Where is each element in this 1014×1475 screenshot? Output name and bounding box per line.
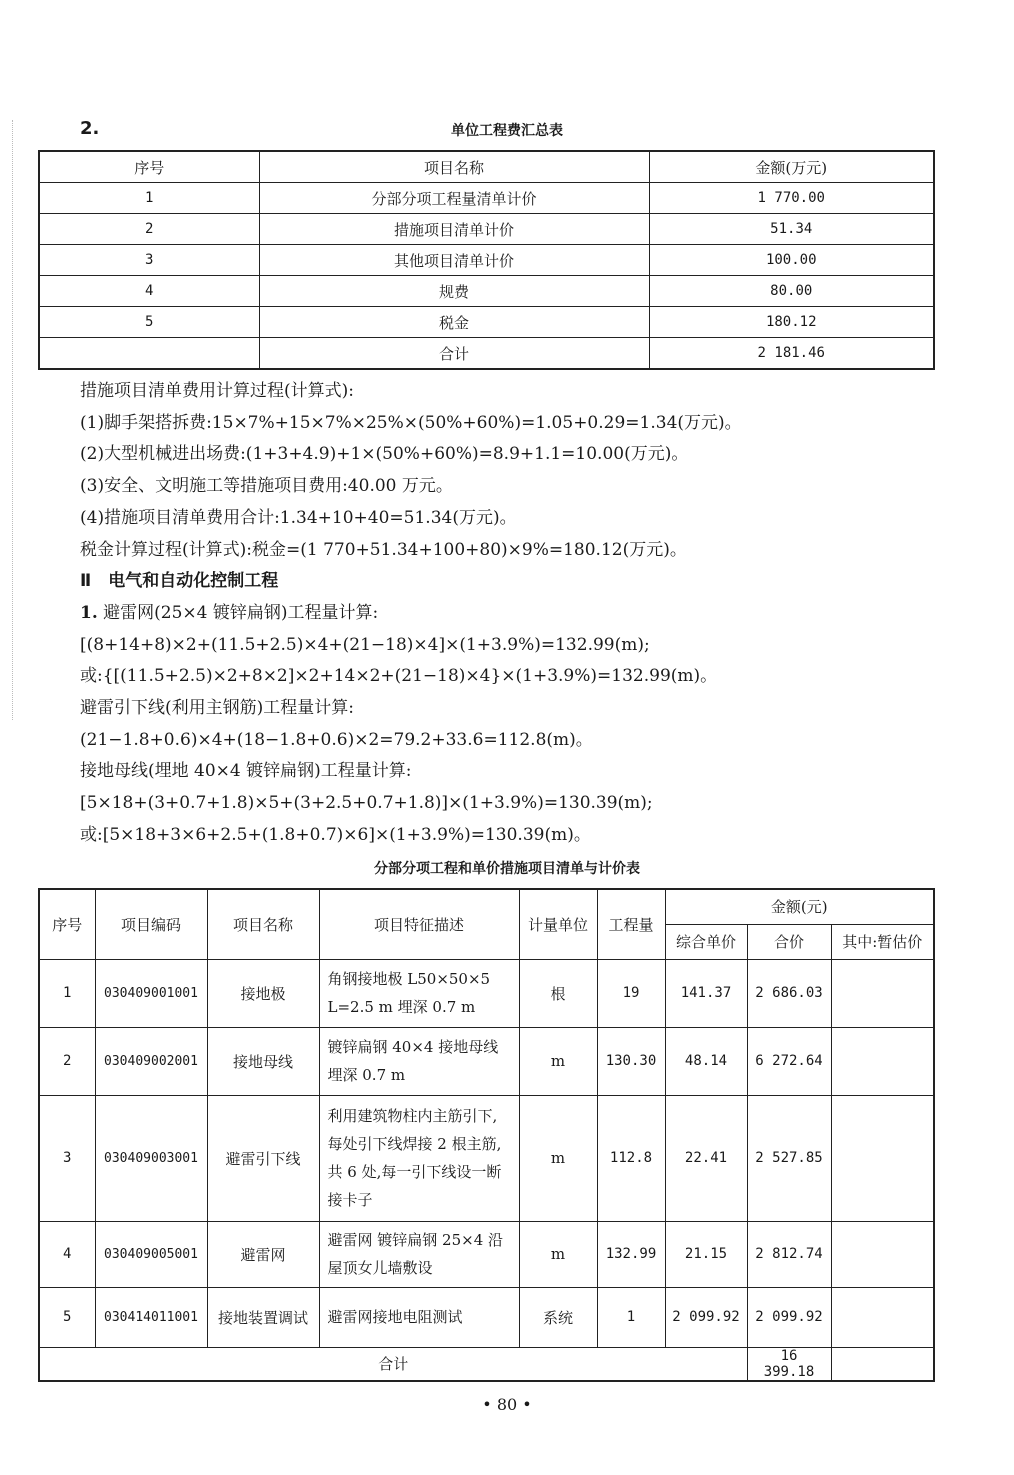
cell-seq: 3 <box>39 1095 95 1221</box>
header-qty: 工程量 <box>597 889 665 959</box>
cell-qty: 112.8 <box>597 1095 665 1221</box>
cell-amount: 100.00 <box>649 245 934 276</box>
total-value: 16 399.18 <box>747 1347 831 1381</box>
table-row <box>39 183 934 214</box>
cell-amount: 80.00 <box>649 276 934 307</box>
cell-unit: 系统 <box>519 1287 597 1347</box>
cell-item-name: 税金 <box>259 307 649 338</box>
cell-desc: 角钢接地极 L50×50×5 L=2.5 m 埋深 0.7 m <box>319 959 519 1027</box>
cell-total: 2 686.03 <box>747 959 831 1027</box>
header-code: 项目编码 <box>95 889 207 959</box>
total-label: 合计 <box>259 338 649 370</box>
cell-qty: 1 <box>597 1287 665 1347</box>
cell-seq: 5 <box>39 1287 95 1347</box>
cell-name: 接地装置调试 <box>207 1287 319 1347</box>
table-total-row <box>39 1347 934 1381</box>
cell-unit-price: 48.14 <box>665 1027 747 1095</box>
tax-line: 税金计算过程(计算式):税金=(1 770+51.34+100+80)×9%=180.12(万元)。 <box>80 539 687 560</box>
cell-seq: 1 <box>39 183 259 214</box>
cell-code: 030414011001 <box>95 1287 207 1347</box>
header-seq: 序号 <box>39 889 95 959</box>
cell-desc: 避雷网 镀锌扁钢 25×4 沿屋顶女儿墙敷设 <box>319 1221 519 1287</box>
cell-unit: 根 <box>519 959 597 1027</box>
cell-seq: 4 <box>39 1221 95 1287</box>
header-name: 项目名称 <box>207 889 319 959</box>
section2-title: Ⅱ 电气和自动化控制工程 <box>80 571 279 592</box>
cell-item-name: 分部分项工程量清单计价 <box>259 183 649 214</box>
cell-unit-price: 21.15 <box>665 1221 747 1287</box>
cell-provisional <box>831 1095 934 1221</box>
table-row <box>39 214 934 245</box>
header-total: 合价 <box>747 924 831 959</box>
calculation-text <box>80 376 980 852</box>
table-row <box>39 245 934 276</box>
cell-item-name: 措施项目清单计价 <box>259 214 649 245</box>
cell-unit-price: 141.37 <box>665 959 747 1027</box>
cell-seq: 2 <box>39 214 259 245</box>
measures-line-4: (4)措施项目清单费用合计:1.34+10+40=51.34(万元)。 <box>80 507 517 528</box>
cell-code: 030409001001 <box>95 959 207 1027</box>
header-unit: 计量单位 <box>519 889 597 959</box>
cell-seq: 1 <box>39 959 95 1027</box>
measures-line-1: (1)脚手架搭拆费:15×7%+15×7%×25%×(50%+60%)=1.05+0.29=1.34(万元)。 <box>80 412 742 433</box>
bill-of-quantities-table <box>38 888 935 1382</box>
cell-provisional <box>831 1287 934 1347</box>
cell-provisional <box>831 959 934 1027</box>
cell-desc: 镀锌扁钢 40×4 接地母线埋深 0.7 m <box>319 1027 519 1095</box>
calc-line-6: [5×18+(3+0.7+1.8)×5+(3+2.5+0.7+1.8)]×(1+3.9%)=130.39(m); <box>80 793 653 814</box>
header-item-name: 项目名称 <box>259 151 649 183</box>
cell-seq: 5 <box>39 307 259 338</box>
cell-amount: 51.34 <box>649 214 934 245</box>
cell-qty: 130.30 <box>597 1027 665 1095</box>
table-row <box>39 959 934 1027</box>
cell-unit: m <box>519 1027 597 1095</box>
measures-heading: 措施项目清单费用计算过程(计算式): <box>80 381 354 401</box>
cell-seq: 2 <box>39 1027 95 1095</box>
calc-line-1: [(8+14+8)×2+(11.5+2.5)×4+(21−18)×4]×(1+3.9%)=132.99(m); <box>80 634 650 655</box>
calc-line-7: 或:[5×18+3×6+2.5+(1.8+0.7)×6]×(1+3.9%)=130.39(m)。 <box>80 824 591 845</box>
header-amount: 金额(万元) <box>649 151 934 183</box>
margin-dotted-rule <box>12 120 13 720</box>
cell-amount: 1 770.00 <box>649 183 934 214</box>
measures-line-3: (3)安全、文明施工等措施项目费用:40.00 万元。 <box>80 476 453 497</box>
cell-provisional <box>831 1027 934 1095</box>
cell-desc: 避雷网接地电阻测试 <box>319 1287 519 1347</box>
table-row <box>39 1287 934 1347</box>
cell-name: 接地极 <box>207 959 319 1027</box>
cell-code: 030409005001 <box>95 1221 207 1287</box>
cell-qty: 132.99 <box>597 1221 665 1287</box>
cell-seq: 4 <box>39 276 259 307</box>
table-header-row <box>39 151 934 183</box>
header-amount-group: 金额(元) <box>665 889 934 924</box>
table-row <box>39 1095 934 1221</box>
total-label: 合计 <box>39 1347 747 1381</box>
table-row <box>39 1027 934 1095</box>
item1-number: 1. <box>80 602 98 623</box>
page-number: • 80 • <box>482 1395 532 1414</box>
calc-line-4: (21−1.8+0.6)×4+(18−1.8+0.6)×2=79.2+33.6=112.8(m)。 <box>80 729 593 750</box>
cell-unit: m <box>519 1221 597 1287</box>
cell-name: 接地母线 <box>207 1027 319 1095</box>
unit-cost-summary-table <box>38 150 935 370</box>
cell-unit-price: 2 099.92 <box>665 1287 747 1347</box>
table2-title: 分部分项工程和单价措施项目清单与计价表 <box>374 861 640 877</box>
calc-line-3: 避雷引下线(利用主钢筋)工程量计算: <box>80 698 354 719</box>
header-seq: 序号 <box>39 151 259 183</box>
cell-code: 030409003001 <box>95 1095 207 1221</box>
table-row <box>39 276 934 307</box>
header-unit-price: 综合单价 <box>665 924 747 959</box>
cell-total: 2 527.85 <box>747 1095 831 1221</box>
cell-empty <box>831 1347 934 1381</box>
table-row <box>39 307 934 338</box>
header-provisional: 其中:暂估价 <box>831 924 934 959</box>
cell-name: 避雷引下线 <box>207 1095 319 1221</box>
section-number: 2. <box>80 118 100 139</box>
cell-name: 避雷网 <box>207 1221 319 1287</box>
cell-item-name: 其他项目清单计价 <box>259 245 649 276</box>
item1-text: 避雷网(25×4 镀锌扁钢)工程量计算: <box>97 602 379 623</box>
cell-provisional <box>831 1221 934 1287</box>
cell-amount: 180.12 <box>649 307 934 338</box>
table1-title: 单位工程费汇总表 <box>451 123 563 139</box>
measures-line-2: (2)大型机械进出场费:(1+3+4.9)+1×(50%+60%)=8.9+1.1=10.00(万元)。 <box>80 444 689 465</box>
cell-item-name: 规费 <box>259 276 649 307</box>
cell-desc: 利用建筑物柱内主筋引下,每处引下线焊接 2 根主筋,共 6 处,每一引下线设一断接卡子 <box>319 1095 519 1221</box>
table-header-row <box>39 889 934 924</box>
cell-empty <box>39 338 259 370</box>
item1-line <box>80 598 980 630</box>
cell-total: 2 812.74 <box>747 1221 831 1287</box>
cell-code: 030409002001 <box>95 1027 207 1095</box>
cell-total: 2 099.92 <box>747 1287 831 1347</box>
calc-line-5: 接地母线(埋地 40×4 镀锌扁钢)工程量计算: <box>80 761 412 782</box>
cell-unit-price: 22.41 <box>665 1095 747 1221</box>
cell-unit: m <box>519 1095 597 1221</box>
header-desc: 项目特征描述 <box>319 889 519 959</box>
cell-total: 6 272.64 <box>747 1027 831 1095</box>
table-total-row <box>39 338 934 370</box>
table-row <box>39 1221 934 1287</box>
cell-seq: 3 <box>39 245 259 276</box>
calc-line-2: 或:{[(11.5+2.5)×2+8×2]×2+14×2+(21−18)×4}×(1+3.9%)=132.99(m)。 <box>80 666 718 687</box>
total-value: 2 181.46 <box>649 338 934 370</box>
cell-qty: 19 <box>597 959 665 1027</box>
